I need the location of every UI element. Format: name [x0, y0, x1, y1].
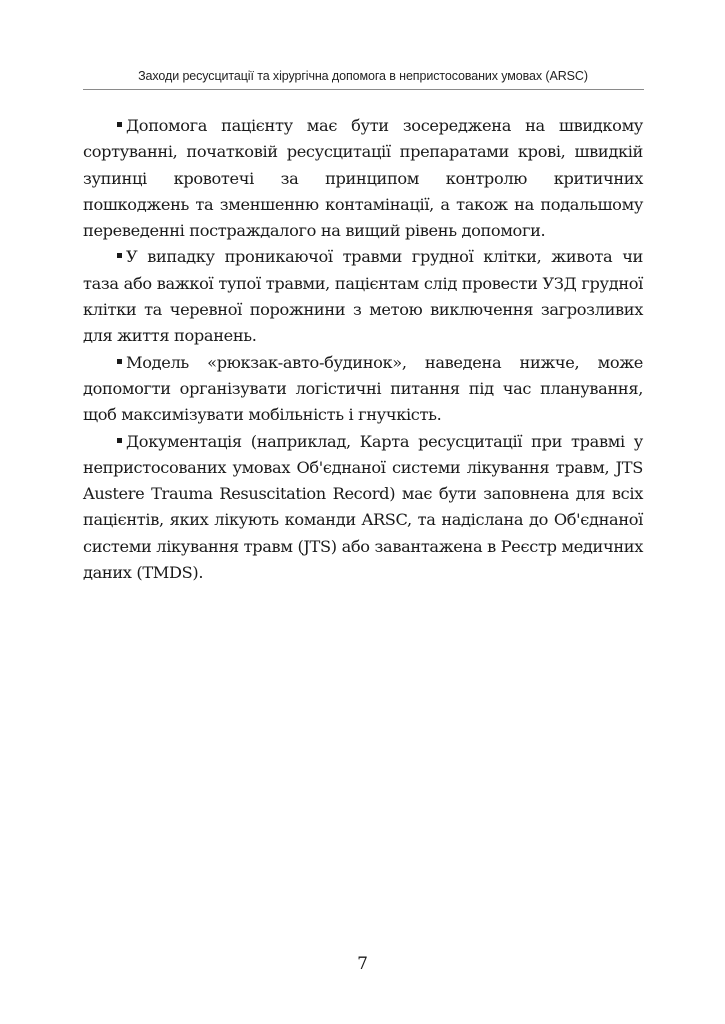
page-number: 7 — [357, 954, 368, 974]
paragraph-text: У випадку проникаючої травми грудної клітки, живота чи таза або важкої тупої травми, пацієнтам слід провести УЗД грудної клітки та черевної порожнини з метою виключення загрозливих для життя поранень. — [83, 247, 643, 346]
square-bullet-icon — [117, 359, 122, 364]
bullet-paragraph — [83, 350, 643, 429]
square-bullet-icon — [117, 438, 122, 443]
bullet-paragraph — [83, 244, 643, 349]
body-text — [83, 113, 643, 586]
paragraph-text: Допомога пацієнту має бути зосереджена на швидкому сортуванні, початковій ресусцитації препаратами крові, швидкій зупинці кровотечі за принципом контролю критичних пошкоджень та зменшенню контамінації, а також на подальшому переведенні постраждалого на вищий рівень допомоги. — [83, 116, 643, 241]
header-divider — [83, 89, 644, 90]
bullet-paragraph — [83, 113, 643, 244]
bullet-paragraph — [83, 429, 643, 587]
paragraph-text: Модель «рюкзак-авто-будинок», наведена нижче, може допомогти організувати логістичні питання під час планування, щоб максимізувати мобільність і гнучкість. — [83, 352, 643, 425]
running-header: Заходи ресусцитації та хірургічна допомога в непристосованих умовах (ARSC) — [138, 69, 588, 83]
square-bullet-icon — [117, 122, 122, 127]
paragraph-text: Документація (наприклад, Карта ресусцитації при травмі у непристосованих умовах Об'єднаної системи лікування травм, JTS Austere Trauma Resuscitation Record) має бути заповнена для всіх пацієнтів, яких лікують команди ARSC, та надіслана до Об'єднаної системи лікування травм (JTS) або завантажена в Реєстр медичних даних (TMDS). — [83, 431, 643, 583]
square-bullet-icon — [117, 253, 122, 258]
